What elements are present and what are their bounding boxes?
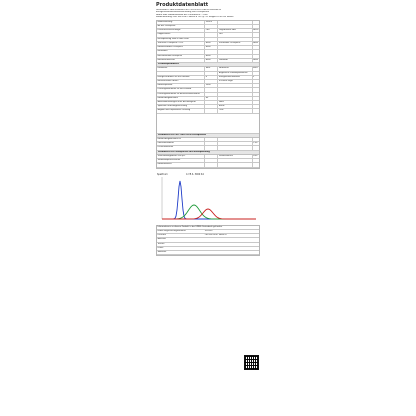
table-cell: LED — [218, 33, 252, 36]
table-cell: Allgemeine Produktparameter: — [218, 72, 252, 75]
footer-rows — [157, 230, 259, 255]
table-cell: Stroboskopeffekt-Metrik — [157, 159, 205, 162]
intro-line: Name oder Handelsmarke des Lieferanten: TT-Vol — [156, 13, 208, 16]
table-cell — [253, 33, 259, 36]
table-cell: Parameter — [157, 67, 205, 70]
table-cell — [218, 146, 252, 149]
table-cell — [218, 97, 252, 100]
footer-label: Telefon — [157, 242, 165, 245]
qr-code-icon — [244, 355, 259, 370]
intro-line: Energieverbrauchskennzeichnung von Lichtquellen — [156, 11, 210, 14]
footer-value: LED PRODUKT SERVICE — [204, 234, 227, 237]
table-cell — [205, 142, 218, 145]
table-cell — [253, 38, 259, 41]
spacer-block — [157, 114, 259, 134]
table-cell: NEIN — [205, 55, 218, 58]
intro-block — [155, 8, 261, 20]
rows-d — [157, 155, 259, 168]
table-cell — [205, 38, 218, 41]
footer-value — [204, 251, 255, 254]
table-light-source — [156, 20, 260, 169]
table-cell: Angabe über äquivalente Leistung — [157, 109, 205, 112]
table-cell: 6 — [205, 76, 218, 79]
table-cell — [218, 55, 252, 58]
table-cell: Farbwiedergabeindex R9 — [157, 138, 205, 141]
table-cell: Energieeffizienzklasse — [218, 76, 252, 79]
table-cell: Modellkennung: — [157, 21, 205, 24]
table-cell: Leuchtmitteltechnologie — [157, 29, 205, 32]
table-cell: Höhe — [218, 101, 252, 104]
table-cell: Außenabmessungen ohne Betriebsgerät — [157, 101, 205, 104]
spectrum-svg — [156, 171, 260, 223]
table-cell — [253, 46, 259, 49]
rows-c — [157, 138, 259, 151]
table-cell — [253, 72, 259, 75]
table-cell — [253, 146, 259, 149]
product-data-sheet — [155, 0, 261, 416]
table-cell — [205, 93, 218, 96]
table-row — [157, 163, 259, 167]
table-cell: NEIN — [253, 41, 258, 44]
table-cell — [205, 72, 218, 75]
table-cell — [253, 55, 259, 58]
footer-label: E-Mail — [157, 246, 164, 249]
table-cell — [253, 163, 259, 166]
table-cell: NEIN — [205, 59, 218, 62]
table-cell — [218, 138, 252, 141]
table-cell: 3000 — [205, 84, 218, 87]
table-cell — [205, 80, 218, 83]
table-cell — [253, 80, 259, 83]
table-cell: 5X5PS — [205, 21, 218, 24]
table-cell — [205, 33, 218, 36]
graph-label: Spektrum — [157, 172, 168, 176]
table-cell — [253, 138, 259, 141]
table-cell: Blendschutzschild — [157, 59, 205, 62]
table-cell: Ungebündelt oder — [218, 29, 252, 32]
table-cell — [157, 72, 205, 75]
table-cell — [218, 25, 252, 28]
table-cell: Breite — [218, 105, 252, 108]
footer-label: Lieferant — [157, 234, 167, 237]
table-cell — [253, 21, 259, 24]
table-cell: 0,09 — [253, 154, 258, 157]
spectrum-graph — [156, 171, 260, 223]
table-cell — [205, 25, 218, 28]
footer-value — [204, 238, 255, 241]
footer-label: EPREL-Registrierungsnummer — [157, 230, 186, 233]
footer-row — [157, 251, 259, 255]
table-cell: Farbkonsistenz — [157, 163, 205, 166]
table-cell: Dimmbar — [218, 59, 252, 62]
footer-value: XXXXXX — [204, 230, 213, 233]
blue-peak-curve — [162, 181, 256, 219]
table-cell: Hochluminanz-Lichtquelle — [157, 55, 205, 58]
table-cell: Farbwiedergabeindex — [157, 97, 205, 100]
footer-label: Anschrift — [157, 238, 166, 241]
table-cell: Wert — [205, 67, 218, 70]
table-cell: Steuerbare Lichtquelle — [218, 42, 252, 45]
table-cell — [218, 38, 252, 41]
table-cell: NEIN — [253, 58, 258, 61]
table-cell — [253, 88, 259, 91]
table-cell — [205, 138, 218, 141]
table-cell: Netzspannung (NMLS) oder nicht — [157, 38, 205, 41]
table-cell — [218, 88, 252, 91]
section-header-led: Parameter für LED- und OLED-Lichtquellen — [157, 134, 259, 138]
table-cell: Kappe/Sockel — [157, 33, 205, 36]
footer-value — [204, 247, 255, 250]
table-cell — [205, 105, 218, 108]
table-cell: Vernetzte Lichtquelle (CLS) — [157, 42, 205, 45]
table-cell — [205, 159, 218, 162]
table-cell — [205, 155, 218, 158]
table-cell: Leistungsaufnahme im Bereitschaftszustand — [157, 93, 205, 96]
table-cell: Leistungsaufnahme im Ein-Zustand — [157, 88, 205, 91]
table-cell: Überlebensfaktor — [157, 142, 205, 145]
table-cell: Flimmermetrik — [218, 155, 252, 158]
table-cell — [253, 97, 259, 100]
table-cell — [253, 109, 259, 112]
table-cell — [253, 159, 259, 162]
table-cell — [205, 101, 218, 104]
table-cell: 1,00 — [253, 142, 258, 145]
footer-label: Webseite — [157, 251, 167, 254]
table-cell — [218, 93, 252, 96]
table-cell: NDLS — [253, 29, 259, 32]
table-cell — [218, 21, 252, 24]
table-cell — [253, 25, 259, 28]
table-cell — [253, 101, 259, 104]
table-cell — [253, 93, 259, 96]
table-cell — [218, 159, 252, 162]
table-cell: Parameter — [218, 67, 252, 70]
table-cell — [253, 105, 259, 108]
table-cell: Farbtemperatur — [157, 84, 205, 87]
footer-note: Informationen zu diesem Produkt in der EPREL-Datenbank gefunden — [157, 226, 259, 231]
section-header-product: Produktparameter — [157, 63, 259, 67]
table-cell: Art der Lichtquelle: — [157, 25, 205, 28]
table-cell: Spektrale Strahlungsverteilung — [157, 105, 205, 108]
table-cell: Wert — [253, 67, 258, 70]
table-cell: Farbsteuerbare Lichtquelle — [157, 46, 205, 49]
intro-line: Modellkennung: LED PRODUKT SERVICE (P-LYJC-2L Sloppe Et 50) 60 W/Hex — [156, 16, 234, 19]
table-cell: Tiefe — [218, 109, 252, 112]
table-cell — [218, 50, 252, 53]
footer-value — [204, 243, 255, 246]
section-header-mls: Parameter für Lichtquellen mit Netzspannung — [157, 151, 259, 155]
table-cell: NEIN — [205, 46, 218, 49]
table-cell — [205, 146, 218, 149]
table-cell: 80 — [205, 97, 218, 100]
table-cell — [253, 50, 259, 53]
page-title: Produktdatenblatt — [156, 2, 209, 8]
table-cell — [205, 163, 218, 166]
table-cell: Nutzlichtstrom (Φuse) — [157, 80, 205, 83]
table-cell — [218, 46, 252, 49]
table-cell: Energieverbrauch im Ein-Zustand — [157, 76, 205, 79]
rows-b — [157, 67, 259, 113]
table-cell: F — [253, 75, 255, 78]
table-cell — [218, 142, 252, 145]
table-cell — [205, 109, 218, 112]
table-cell — [218, 163, 252, 166]
table-cell: in einem Kegel — [218, 80, 252, 83]
graph-caption: C.Y.E.S. 3000 S4 — [186, 172, 204, 176]
table-cell: Verschiebungsfaktor (cos φ1) — [157, 155, 205, 158]
table-cell: Lichtstromerhalt — [157, 146, 205, 149]
table-cell — [218, 84, 252, 87]
footer-block — [156, 225, 260, 257]
table-cell: NEIN — [205, 42, 218, 45]
table-cell: LED — [205, 29, 218, 32]
table-cell: Hüllkolben — [157, 50, 205, 53]
table-cell — [205, 50, 218, 53]
rows-a — [157, 21, 259, 63]
intro-line: DELEGIERTE VERORDNUNG (EU) 2019/2015 DER KOMMISSION — [156, 8, 221, 11]
table-cell — [253, 84, 259, 87]
table-cell — [205, 88, 218, 91]
